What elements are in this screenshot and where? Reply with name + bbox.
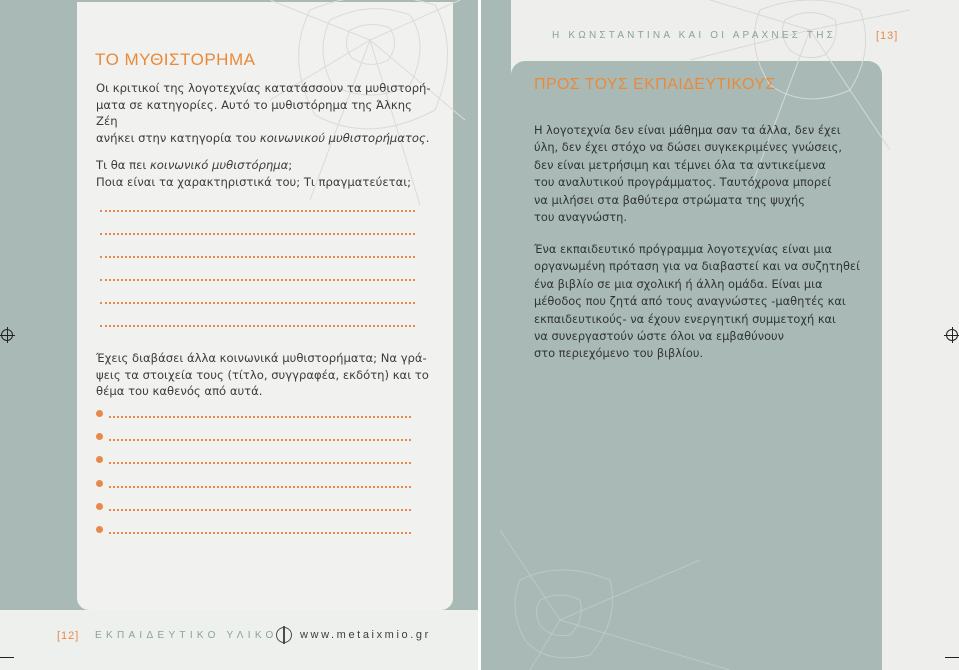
intro-line: ματα σε κατηγορίες. Αυτό το μυθιστόρημα της Άλκης Ζέη: [96, 97, 412, 128]
answer-line-4[interactable]: [100, 277, 415, 281]
registration-mark-icon: [1, 329, 13, 341]
paragraph-line: Η λογοτεχνία δεν είναι μάθημα σαν τα άλλα, δεν έχει: [534, 123, 841, 137]
paragraph-line: ύλη, δεν έχει στόχο να δώσει συγκεκριμένες γνώσεις,: [534, 140, 842, 155]
prompt-line: ψεις τα στοιχεία τους (τίτλο, συγγραφέα, εκδότη) και το: [96, 367, 429, 382]
prompt-paragraph: [96, 350, 436, 400]
paragraph-line: να συνεργαστούν ώστε όλοι να εμβαθύνουν: [534, 329, 784, 344]
paragraph-line: δεν είναι μετρήσιμη και τέμνει όλα τα αντικείμενα: [534, 157, 826, 172]
intro-line: Οι κριτικοί της λογοτεχνίας κατατάσσουν τα μυθιστορή-: [96, 81, 431, 95]
crop-mark: [945, 657, 959, 658]
right-page-number: [13]: [876, 30, 899, 42]
right-page-title: ΠΡΟΣ ΤΟΥΣ ΕΚΠΑΙΔΕΥΤΙΚΟΥΣ: [534, 76, 776, 93]
bullet-icon: [96, 526, 103, 533]
answer-line-5[interactable]: [100, 300, 415, 304]
footer-label: ΕΚΠΑΙΔΕΥΤΙΚΟ ΥΛΙΚΟ: [95, 630, 278, 641]
bullet-answer-row[interactable]: [96, 433, 416, 445]
paragraph-line: του αναγνώστη.: [534, 210, 627, 225]
prompt-line: θέμα του καθενός από αυτά.: [96, 384, 263, 398]
bullet-icon: [96, 410, 103, 417]
paragraph-line: οργανωμένη πρόταση για να διαβαστεί και να συζητηθεί: [534, 259, 860, 274]
publisher-logo-icon: [276, 627, 292, 643]
bullet-answer-line[interactable]: [109, 507, 411, 511]
bullet-answer-row[interactable]: [96, 503, 416, 515]
paragraph-line: μέθοδος που ζητά από τους αναγνώστες -μαθητές και: [534, 294, 846, 309]
paragraph-line: ένα βιβλίο σε μια σχολική ή άλλη ομάδα. Είναι μια: [534, 276, 823, 291]
registration-mark-icon: [946, 329, 958, 341]
spider-web-decoration-bottom-right: [500, 470, 730, 670]
paragraph-line: του αναλυτικού προγράμματος. Ταυτόχρονα μπορεί: [534, 175, 832, 190]
answer-line-2[interactable]: [100, 231, 415, 235]
educators-paragraph-1: [534, 122, 864, 226]
answer-line-6[interactable]: [100, 323, 415, 327]
answer-line-1[interactable]: [100, 208, 415, 212]
bullet-icon: [96, 433, 103, 440]
bullet-icon: [96, 480, 103, 487]
bullet-answer-line[interactable]: [109, 530, 411, 534]
bullet-answer-row[interactable]: [96, 410, 416, 422]
crop-mark: [0, 657, 14, 658]
left-page-number: [12]: [57, 630, 80, 642]
bullet-answer-line[interactable]: [109, 414, 411, 418]
footer-url-link[interactable]: www.metaixmio.gr: [300, 629, 431, 641]
bullet-icon: [96, 456, 103, 463]
question-block: [96, 157, 436, 190]
paragraph-line: να μιλήσει στα βαθύτερα στρώματα της ψυχής: [534, 192, 805, 207]
bullet-answer-row[interactable]: [96, 480, 416, 492]
question-line: Τι θα πει κοινωνικό μυθιστόρημα;: [96, 158, 293, 172]
bullet-answer-row[interactable]: [96, 526, 416, 538]
left-page-title: ΤΟ ΜΥΘΙΣΤΟΡΗΜΑ: [95, 50, 256, 69]
prompt-line: Έχεις διαβάσει άλλα κοινωνικά μυθιστορήματα; Να γρά-: [96, 351, 427, 365]
paragraph-line: εκπαιδευτικούς- να έχουν ενεργητική συμμετοχή και: [534, 311, 836, 326]
bullet-answer-line[interactable]: [109, 460, 411, 464]
bullet-answer-row[interactable]: [96, 456, 416, 468]
intro-paragraph: [96, 80, 436, 146]
bullet-answer-line[interactable]: [109, 437, 411, 441]
intro-line: ανήκει στην κατηγορία του κοινωνικού μυθιστορήματος.: [96, 130, 430, 145]
question-line: Ποια είναι τα χαρακτηριστικά του; Τι πραγματεύεται;: [96, 174, 412, 189]
bullet-icon: [96, 503, 103, 510]
educators-paragraph-2: [534, 241, 864, 363]
running-head: Η ΚΩΝΣΤΑΝΤΙΝΑ ΚΑΙ ΟΙ ΑΡΑΧΝΕΣ ΤΗΣ: [552, 30, 837, 41]
paragraph-line: Ένα εκπαιδευτικό πρόγραμμα λογοτεχνίας είναι μια: [534, 242, 832, 256]
bullet-answer-line[interactable]: [109, 484, 411, 488]
paragraph-line: στο περιεχόμενο του βιβλίου.: [534, 346, 704, 361]
answer-line-3[interactable]: [100, 254, 415, 258]
